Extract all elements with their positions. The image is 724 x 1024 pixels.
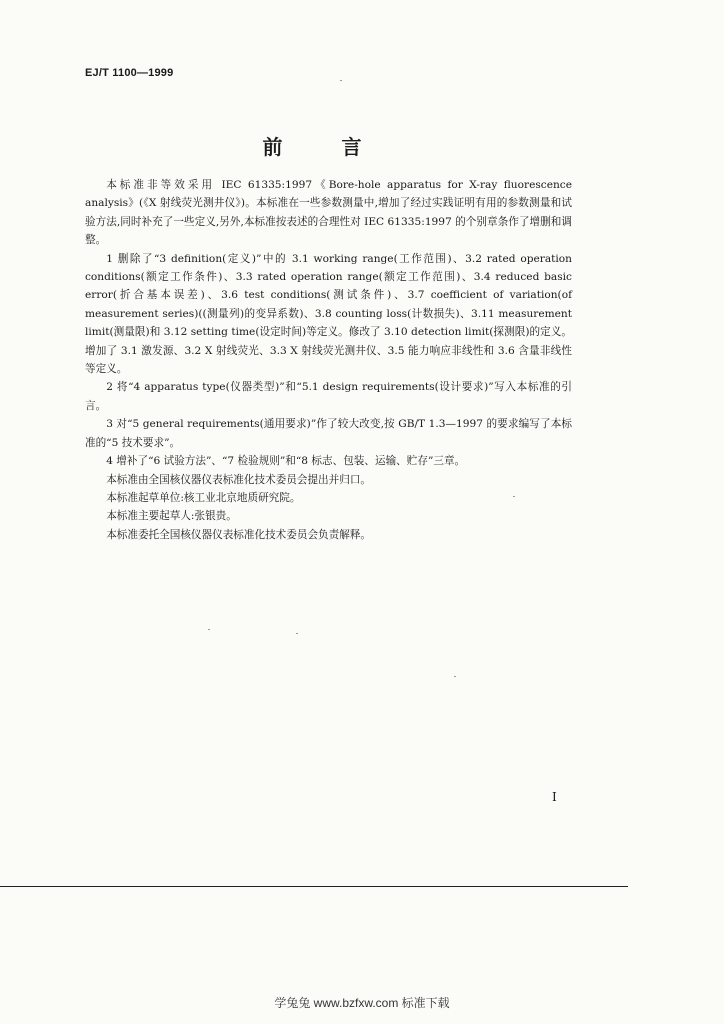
scan-speck xyxy=(208,629,210,630)
page-title: 前 言 xyxy=(262,135,388,159)
change-item-3: 3 对“5 general requirements(通用要求)”作了较大改变,按 GB/T 1.3—1997 的要求编写了本标准的“5 技术要求”。 xyxy=(85,418,572,449)
change-item-2: 2 将“4 apparatus type(仪器类型)”和“5.1 design requirements(设计要求)”写入本标准的引言。 xyxy=(85,381,572,412)
proposer-statement: 本标准由全国核仪器仪表标准化技术委员会提出并归口。 xyxy=(106,473,372,486)
scan-speck xyxy=(296,633,298,634)
foreword-body xyxy=(85,176,572,544)
footer-watermark-link[interactable]: 学兔兔 www.bzfxw.com 标准下载 xyxy=(274,996,450,1010)
interpretation-statement: 本标准委托全国核仪器仪表标准化技术委员会负责解释。 xyxy=(106,528,372,541)
intro-paragraph: 本标准非等效采用 IEC 61335:1997《Bore-hole apparatus for X-ray fluorescence analysis》(《X 射线荧光测井仪》)。本标准在一些参数测量中,增加了经过实践证明有用的参数测量和试验方法,同时补充了一些定义,另外,本标准按表述的合理性对 IEC 61335:1997 的个别章条作了增删和调整。 xyxy=(85,179,572,247)
drafting-unit-statement: 本标准起草单位:核工业北京地质研究院。 xyxy=(106,491,301,504)
scan-speck xyxy=(513,496,515,497)
scan-speck xyxy=(340,80,342,81)
document-code: EJ/T 1100—1999 xyxy=(85,67,174,79)
scan-speck xyxy=(454,676,456,677)
change-item-4: 4 增补了“6 试验方法”、“7 检验规则”和“8 标志、包装、运输、贮存”三章。 xyxy=(106,455,466,468)
bottom-rule xyxy=(0,886,628,887)
change-item-1: 1 删除了“3 definition(定义)”中的 3.1 working range(工作范围)、3.2 rated operation conditions(额定工作条件)、3.3 rated operation range(额定工作范围)、3.4 reduced basic error(折合基本误差)、3.6 test conditions(测试条件)、3.7 coefficient of variation(of measurement series)((测量列)的变异系数)、3.8 counting loss(计数损失)、3.11 measurement limit(测量限)和 3.12 setting time(设定时间)等定义。修改了 3.10 detection limit(探测限)的定义。增加了 3.1 激发源、3.2 X 射线荧光、3.3 X 射线荧光测井仪、3.5 能力响应非线性和 3.6 含量非线性等定义。 xyxy=(85,252,572,376)
page-number: I xyxy=(552,790,557,804)
drafter-statement: 本标准主要起草人:张银贵。 xyxy=(106,510,237,523)
